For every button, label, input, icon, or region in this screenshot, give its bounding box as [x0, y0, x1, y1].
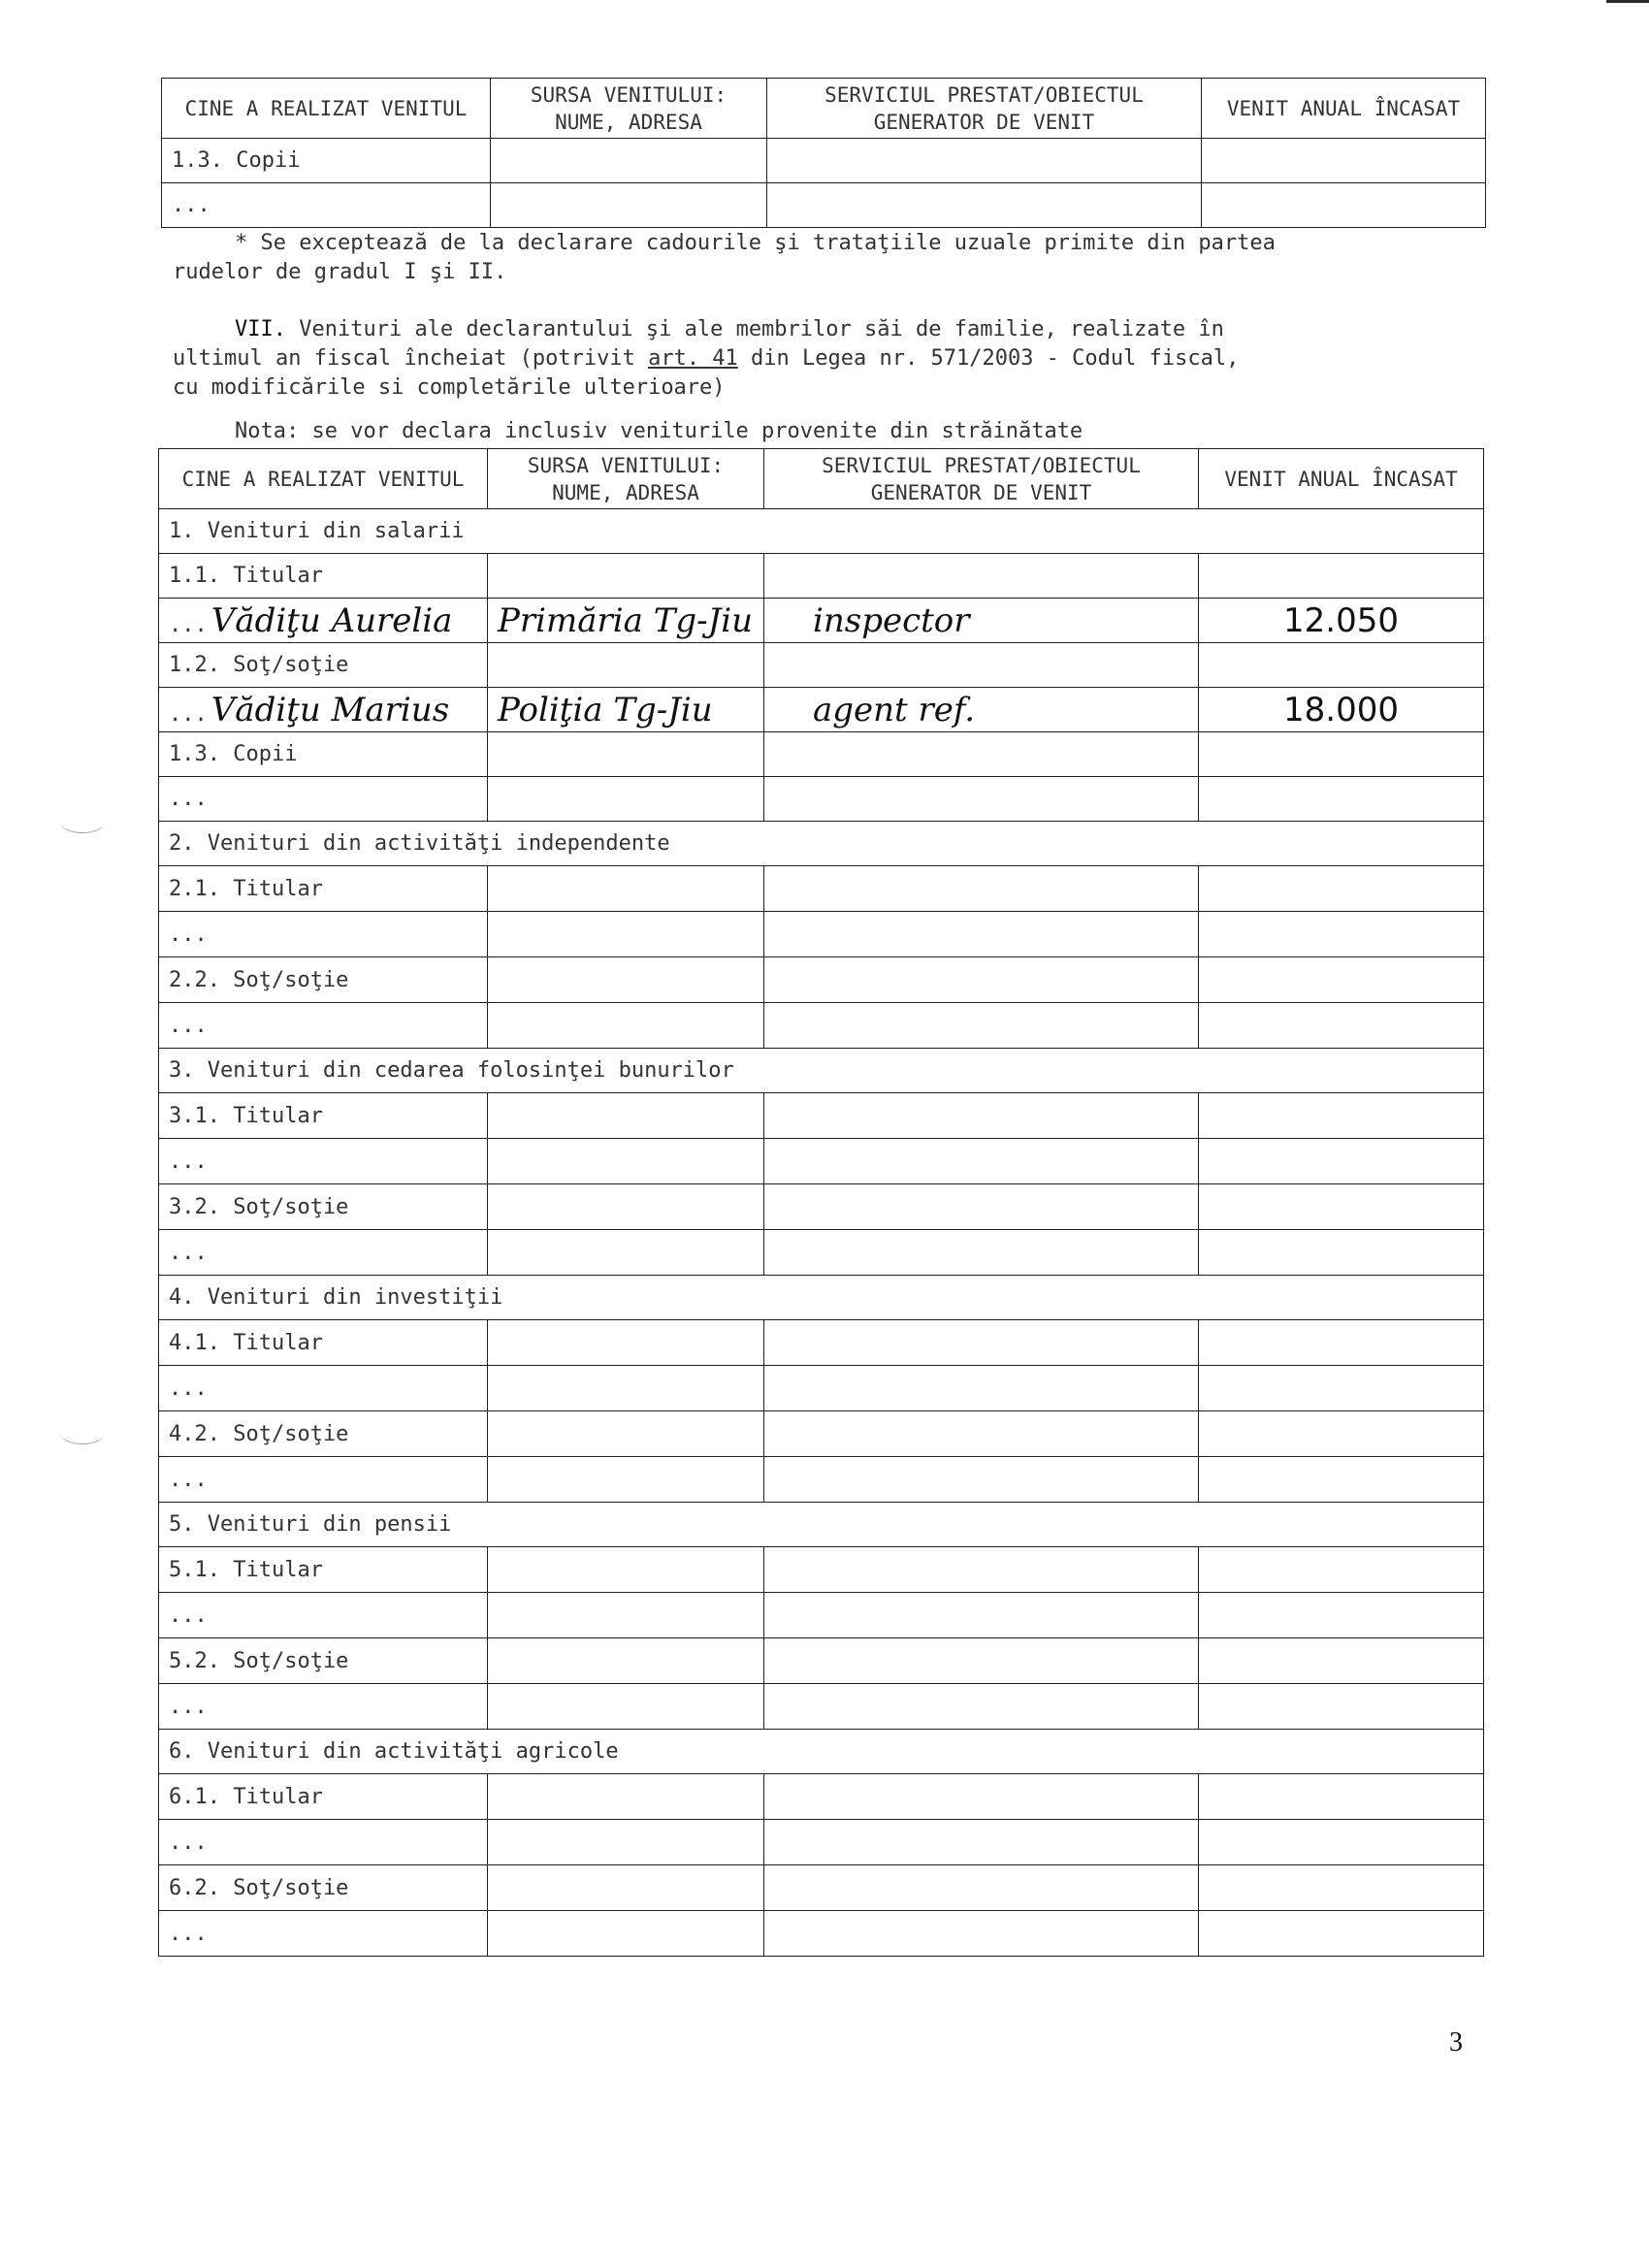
row-label: ... — [159, 1230, 488, 1276]
row-label: 5.1. Titular — [159, 1547, 488, 1593]
table-row — [159, 1865, 1484, 1911]
table-row — [159, 1547, 1484, 1593]
section-title: 1. Venituri din salarii — [159, 509, 1484, 554]
table-row — [159, 1593, 1484, 1638]
row-label: 6.2. Soţ/soţie — [159, 1865, 488, 1911]
section-title: 5. Venituri din pensii — [159, 1503, 1484, 1547]
row-label: 2.2. Soţ/soţie — [159, 957, 488, 1003]
handwritten-name: Vădiţu Marius — [210, 690, 450, 729]
row-label: ... — [159, 1003, 488, 1049]
table-row — [159, 1230, 1484, 1276]
row-label: 1.3. Copii — [162, 139, 491, 183]
row-label: 6.1. Titular — [159, 1774, 488, 1820]
section-row — [159, 1049, 1484, 1093]
header-cell: SURSA VENITULUI: NUME, ADRESA — [491, 79, 767, 139]
header-cell: SERVICIUL PRESTAT/OBIECTUL GENERATOR DE VENIT — [767, 79, 1202, 139]
row-label: ... — [159, 1366, 488, 1411]
header-cell: CINE A REALIZAT VENITUL — [162, 79, 491, 139]
table-header-row — [159, 449, 1484, 509]
handwritten-amount: 18.000 — [1199, 688, 1484, 732]
section-title-line: cu modificările si completările ulterioare) — [173, 375, 726, 400]
row-label: ... — [162, 183, 491, 228]
table-row — [159, 1684, 1484, 1730]
section-title: 2. Venituri din activităţi independente — [159, 822, 1484, 866]
table-row — [159, 1003, 1484, 1049]
top-income-table — [161, 78, 1486, 228]
row-label: ... — [159, 1593, 488, 1638]
handwritten-service: inspector — [764, 599, 1199, 643]
header-cell: VENIT ANUAL ÎNCASAT — [1202, 79, 1486, 139]
row-label: ... — [159, 777, 488, 822]
table-row — [159, 1820, 1484, 1865]
section-title-line: ultimul an fiscal încheiat (potrivit — [173, 346, 649, 371]
row-label: ... — [159, 1139, 488, 1184]
table-row — [159, 1320, 1484, 1366]
table-row — [159, 732, 1484, 777]
row-label: 3.2. Soţ/soţie — [159, 1184, 488, 1230]
row-label: 3.1. Titular — [159, 1093, 488, 1139]
row-label: ... — [159, 912, 488, 957]
table-row — [159, 1411, 1484, 1457]
section-row — [159, 1503, 1484, 1547]
header-cell: SERVICIUL PRESTAT/OBIECTUL GENERATOR DE VENIT — [764, 449, 1199, 509]
table-row — [159, 912, 1484, 957]
handwritten-amount: 12.050 — [1199, 599, 1484, 643]
row-label: 1.1. Titular — [159, 554, 488, 599]
note-text: Nota: se vor declara inclusiv veniturile provenite din străinătate — [235, 419, 1083, 443]
table-row — [159, 643, 1484, 688]
table-row — [159, 1093, 1484, 1139]
table-row — [159, 1184, 1484, 1230]
table-row — [159, 1911, 1484, 1957]
punch-hole-mark — [60, 811, 105, 833]
income-table — [158, 448, 1484, 1957]
header-cell: VENIT ANUAL ÎNCASAT — [1199, 449, 1484, 509]
footnote-line: rudelor de gradul I şi II. — [173, 260, 507, 284]
row-label: 4.1. Titular — [159, 1320, 488, 1366]
header-cell: CINE A REALIZAT VENITUL — [159, 449, 488, 509]
row-label: ... — [159, 1684, 488, 1730]
row-label: 5.2. Soţ/soţie — [159, 1638, 488, 1684]
row-label: ... — [159, 1457, 488, 1503]
section-title-line: din Legea nr. 571/2003 - Codul fiscal, — [737, 346, 1240, 371]
section-vii-intro — [173, 315, 1492, 403]
punch-hole-mark — [60, 1422, 105, 1444]
section-title: 3. Venituri din cedarea folosinţei bunurilor — [159, 1049, 1484, 1093]
row-label: ... — [159, 1820, 488, 1865]
table-header-row — [162, 79, 1486, 139]
table-row — [159, 1774, 1484, 1820]
section-row — [159, 1276, 1484, 1320]
footnote-line: * Se exceptează de la declarare cadourile şi trataţiile uzuale primite din partea — [235, 231, 1276, 255]
table-row — [162, 183, 1486, 228]
law-article-link[interactable]: art. 41 — [648, 346, 738, 371]
page-number: 3 — [1449, 2027, 1463, 2057]
table-row — [159, 1139, 1484, 1184]
handwritten-source: Poliţia Tg-Jiu — [488, 688, 764, 732]
table-row — [159, 866, 1484, 912]
header-cell: SURSA VENITULUI: NUME, ADRESA — [488, 449, 764, 509]
row-label: 2.1. Titular — [159, 866, 488, 912]
table-row — [159, 688, 1484, 732]
footnote — [173, 229, 1492, 287]
section-title: 6. Venituri din activităţi agricole — [159, 1730, 1484, 1774]
section-row — [159, 822, 1484, 866]
table-row — [159, 1457, 1484, 1503]
row-label: 1.2. Soţ/soţie — [159, 643, 488, 688]
section-title-line: Venituri ale declarantului şi ale membrilor săi de familie, realizate în — [299, 317, 1224, 341]
row-label: ... Vădiţu Marius — [159, 688, 488, 732]
table-row — [159, 1638, 1484, 1684]
table-row — [159, 777, 1484, 822]
row-label: 4.2. Soţ/soţie — [159, 1411, 488, 1457]
handwritten-name: Vădiţu Aurelia — [210, 600, 453, 640]
section-title: 4. Venituri din investiţii — [159, 1276, 1484, 1320]
table-row — [159, 599, 1484, 643]
section-row — [159, 509, 1484, 554]
handwritten-source: Primăria Tg-Jiu — [488, 599, 764, 643]
table-row — [159, 554, 1484, 599]
table-row — [159, 957, 1484, 1003]
row-label: 1.3. Copii — [159, 732, 488, 777]
row-label: ... Vădiţu Aurelia — [159, 599, 488, 643]
section-number: VII. — [235, 317, 286, 341]
page-edge-mark — [1606, 0, 1649, 3]
section-row — [159, 1730, 1484, 1774]
table-row — [159, 1366, 1484, 1411]
handwritten-service: agent ref. — [764, 688, 1199, 732]
row-label: ... — [159, 1911, 488, 1957]
table-row — [162, 139, 1486, 183]
